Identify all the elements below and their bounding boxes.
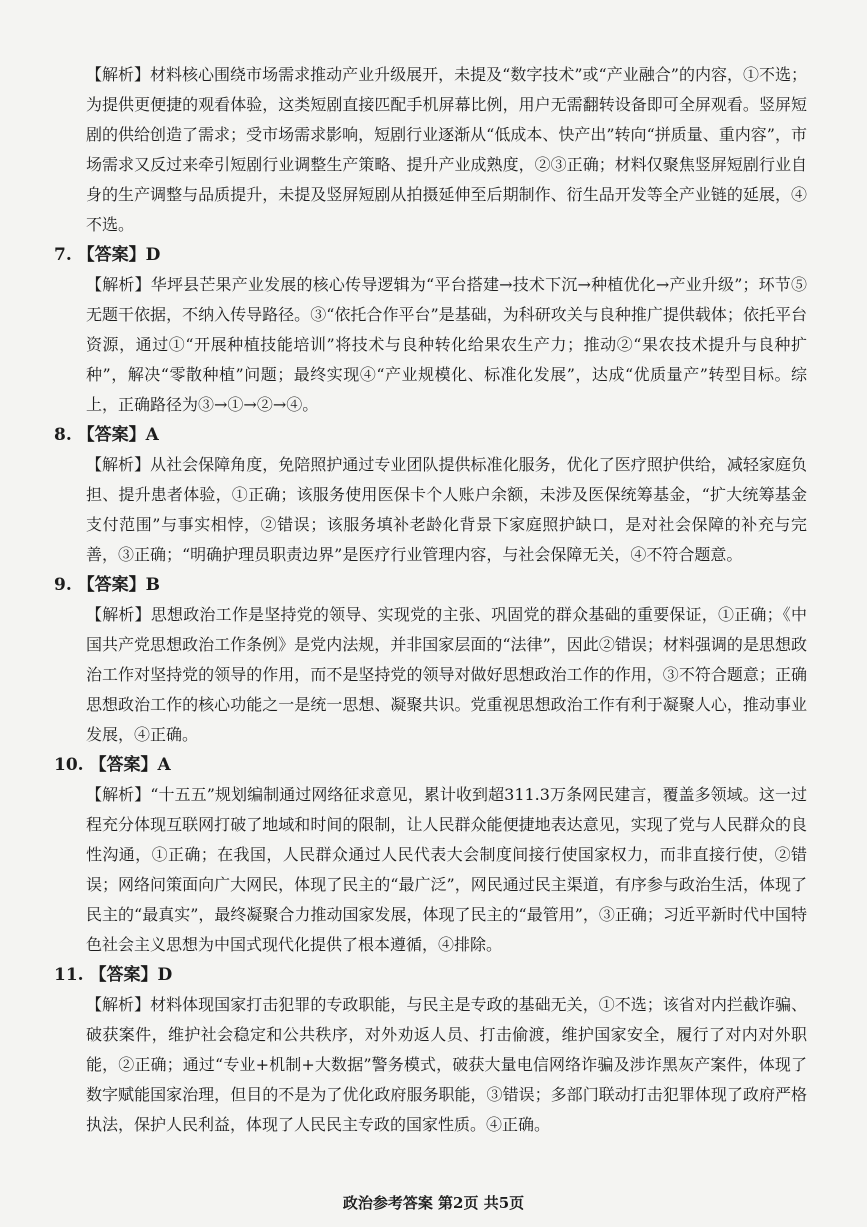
question-header <box>54 420 807 450</box>
question-block-7 <box>54 240 807 420</box>
question-header <box>54 960 807 990</box>
question-block-11 <box>54 960 807 1140</box>
question-header <box>54 240 807 270</box>
question-number: 10. <box>54 755 84 775</box>
question-number: 8. <box>54 425 72 445</box>
answer-label: 【答案】A <box>77 425 159 445</box>
analysis-text: 【解析】“十五五”规划编制通过网络征求意见，累计收到超311.3万条网民建言，覆盖多领域。这一过程充分体现互联网打破了地域和时间的限制，让人民群众能便捷地表达意见，实现了党与人民群众的良性沟通，①正确；在我国，人民群众通过人民代表大会制度间接行使国家权力，而非直接行使，②错误；网络问策面向广大网民，体现了民主的“最广泛”，网民通过民主渠道，有序参与政治生活，体现了民主的“最真实”，最终凝聚合力推动国家发展，体现了民主的“最管用”，③正确；习近平新时代中国特色社会主义思想为中国式现代化提供了根本遵循，④排除。 <box>86 785 807 954</box>
question-header <box>54 570 807 600</box>
question-block-9 <box>54 570 807 750</box>
question-block-10 <box>54 750 807 960</box>
question-number: 9. <box>54 575 72 595</box>
question-number: 7. <box>54 245 72 265</box>
analysis-text: 【解析】材料体现国家打击犯罪的专政职能，与民主是专政的基础无关，①不选；该省对内拦截诈骗、破获案件，维护社会稳定和公共秩序，对外劝返人员、打击偷渡，维护国家安全，履行了对内对外职能，②正确；通过“专业+机制+大数据”警务模式，破获大量电信网络诈骗及涉诈黑灰产案件，体现了数字赋能国家治理，但目的不是为了优化政府服务职能，③错误；多部门联动打击犯罪体现了政府严格执法，保护人民利益，体现了人民民主专政的国家性质。④正确。 <box>86 995 807 1134</box>
question-block-8 <box>54 420 807 570</box>
answer-label: 【答案】D <box>89 965 173 985</box>
page-footer: 政治参考答案 第2页 共5页 <box>342 1194 525 1212</box>
analysis-text: 【解析】思想政治工作是坚持党的领导、实现党的主张、巩固党的群众基础的重要保证，①正确；《中国共产党思想政治工作条例》是党内法规，并非国家层面的“法律”，因此②错误；材料强调的是思想政治工作对坚持党的领导的作用，而不是坚持党的领导对做好思想政治工作的作用，③不符合题意；正确思想政治工作的核心功能之一是统一思想、凝聚共识。党重视思想政治工作有利于凝聚人心，推动事业发展，④正确。 <box>86 605 807 744</box>
answer-label: 【答案】D <box>77 245 161 265</box>
answer-label: 【答案】B <box>77 575 161 595</box>
question-block-6-continued <box>86 60 807 240</box>
analysis-text: 【解析】华坪县芒果产业发展的核心传导逻辑为“平台搭建→技术下沉→种植优化→产业升级”；环节⑤无题干依据，不纳入传导路径。③“依托合作平台”是基础，为科研攻关与良种推广提供载体；依托平台资源，通过①“开展种植技能培训”将技术与良种转化给果农生产力；推动②“果农技术提升与良种扩种”，解决“零散种植”问题；最终实现④“产业规模化、标准化发展”，达成“优质量产”转型目标。综上，正确路径为③→①→②→④。 <box>86 275 807 414</box>
analysis-text: 【解析】从社会保障角度，免陪照护通过专业团队提供标准化服务，优化了医疗照护供给，减轻家庭负担、提升患者体验，①正确；该服务使用医保卡个人账户余额，未涉及医保统筹基金，“扩大统筹基金支付范围”与事实相悖，②错误；该服务填补老龄化背景下家庭照护缺口，是对社会保障的补充与完善，③正确；“明确护理员职责边界”是医疗行业管理内容，与社会保障无关，④不符合题意。 <box>86 455 807 564</box>
question-number: 11. <box>54 965 84 985</box>
analysis-text: 【解析】材料核心围绕市场需求推动产业升级展开，未提及“数字技术”或“产业融合”的内容，①不选；为提供更便捷的观看体验，这类短剧直接匹配手机屏幕比例，用户无需翻转设备即可全屏观看。竖屏短剧的供给创造了需求；受市场需求影响，短剧行业逐渐从“低成本、快产出”转向“拼质量、重内容”，市场需求又反过来牵引短剧行业调整生产策略、提升产业成熟度，②③正确；材料仅聚焦竖屏短剧行业自身的生产调整与品质提升，未提及竖屏短剧从拍摄延伸至后期制作、衍生品开发等全产业链的延展，④不选。 <box>86 65 807 234</box>
question-header <box>54 750 807 780</box>
answer-label: 【答案】A <box>89 755 171 775</box>
